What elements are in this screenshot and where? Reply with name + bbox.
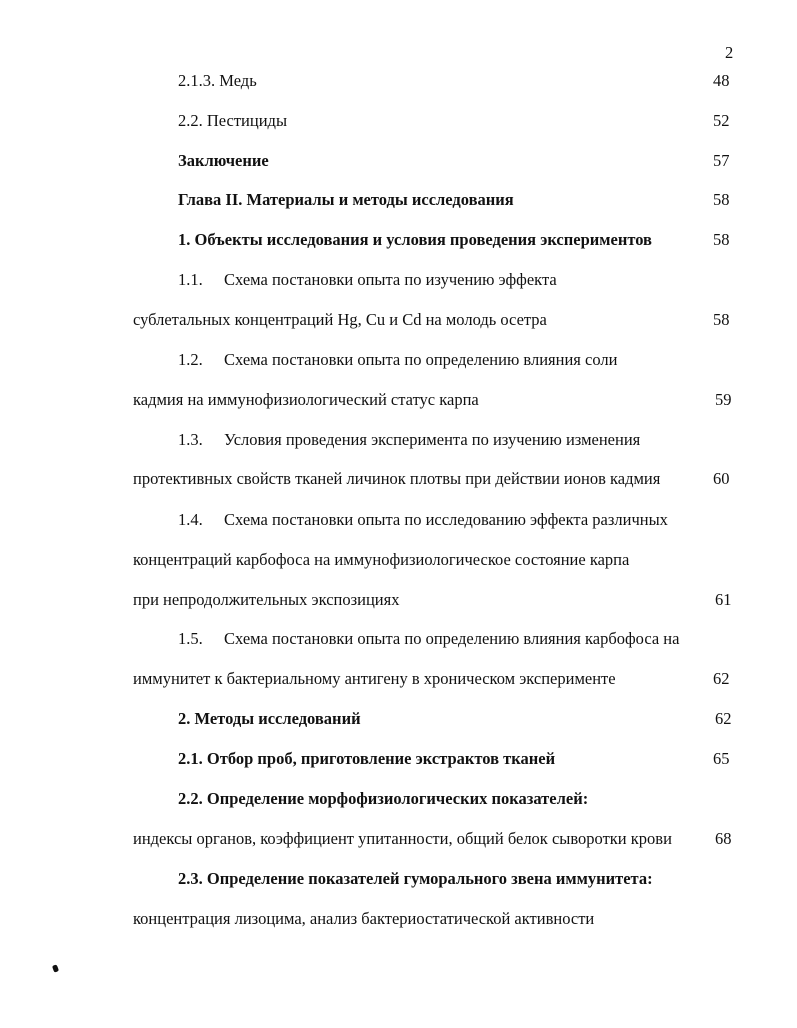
toc-entry-text: Схема постановки опыта по определению влияния соли [224,350,618,369]
page-number: 2 [725,43,734,62]
toc-entry-page: 48 [713,71,730,90]
toc-entry-text: протективных свойств тканей личинок плотвы при действии ионов кадмия [133,469,661,488]
toc-entry-page: 57 [713,151,730,170]
toc-entry-text: 2.2. Пестициды [178,111,288,130]
toc-entry-page: 61 [715,590,732,609]
toc-entry-number: 1.5. [178,629,203,648]
toc-entry-page: 52 [713,111,730,130]
toc-entry-text: Условия проведения эксперимента по изучению изменения [224,430,641,449]
toc-entry-line [178,350,617,370]
toc-entry-text: 2.1. Отбор проб, приготовление экстрактов тканей [178,749,556,768]
scan-mark [52,964,59,972]
toc-entry-page: 62 [713,669,730,688]
toc-entry-page: 58 [713,190,730,209]
toc-entry-text: Схема постановки опыта по определению влияния карбофоса на [224,629,680,648]
toc-entry-line [178,510,668,530]
toc-entry-text: Глава II. Материалы и методы исследования [178,190,514,209]
toc-entry-page: 62 [715,709,732,728]
toc-entry-text: 2.3. Определение показателей гуморального звена иммунитета: [178,869,653,888]
toc-entry-text: при непродолжительных экспозициях [133,590,400,609]
toc-entry-number: 1.1. [178,270,203,289]
toc-entry-text: 2.2. Определение морфофизиологических показателей: [178,789,589,808]
toc-entry-text: 2.1.3. Медь [178,71,257,90]
toc-entry-text: концентраций карбофоса на иммунофизиологическое состояние карпа [133,550,630,569]
toc-entry-text: кадмия на иммунофизиологический статус карпа [133,390,479,409]
toc-entry-line [178,629,679,649]
toc-entry-text: Заключение [178,151,269,170]
toc-entry-text: Схема постановки опыта по исследованию эффекта различных [224,510,668,529]
toc-entry-text: иммунитет к бактериальному антигену в хроническом эксперименте [133,669,616,688]
toc-entry-text: индексы органов, коэффициент упитанности, общий белок сыворотки крови [133,829,672,848]
toc-entry-number: 1.4. [178,510,203,529]
toc-entry-number: 1.3. [178,430,203,449]
toc-entry-text: 1. Объекты исследования и условия проведения экспериментов [178,230,652,249]
toc-entry-page: 58 [713,310,730,329]
toc-entry-page: 58 [713,230,730,249]
toc-entry-line [178,270,557,290]
toc-entry-page: 68 [715,829,732,848]
toc-entry-number: 1.2. [178,350,203,369]
toc-entry-page: 59 [715,390,732,409]
toc-entry-text: Схема постановки опыта по изучению эффекта [224,270,557,289]
toc-entry-text: концентрация лизоцима, анализ бактериостатической активности [133,909,595,928]
toc-entry-page: 65 [713,749,730,768]
toc-entry-line [178,430,640,450]
toc-entry-text: 2. Методы исследований [178,709,361,728]
toc-entry-text: сублетальных концентраций Hg, Cu и Cd на молодь осетра [133,310,547,329]
toc-entry-page: 60 [713,469,730,488]
